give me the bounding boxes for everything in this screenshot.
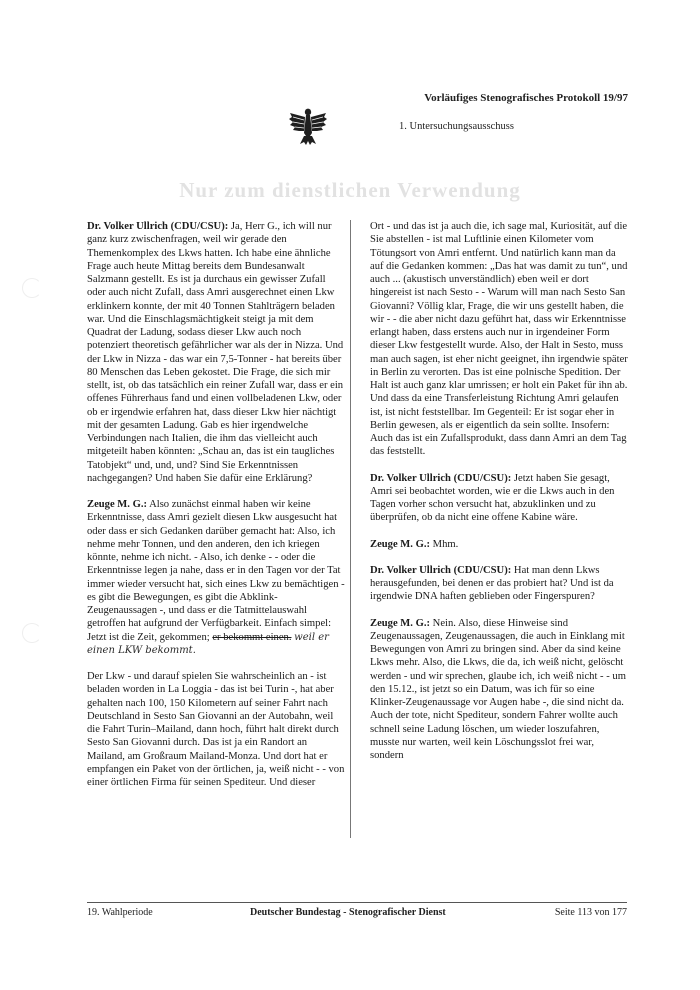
speech-text: Nein. Also, diese Hinweise sind Zeugenaussagen, Zeugenaussagen, die auch in Einklang mit Bewegungen von Amri zu bringen sind. Aber da sind keine Lkws mehr. Also, die Lkws, die da, ich weiß nicht, gelöscht werden - und wir sprechen, glaube ich, ich weiß nicht - - um den 15.12., ist jetzt so ein Datum, was ich für so eine Klinker-Zeugenaussage vor Augen habe -, die sind nicht da. Auch der tote, nicht Spediteur, sondern Fahrer wollte auch schnell seine Ladung löschen, um wieder loszufahren, musste nur warten, weil kein Löschungsslot frei war, sondern [370, 617, 626, 761]
speaker-name: Dr. Volker Ullrich (CDU/CSU): [370, 564, 512, 576]
speech-text: Ja, Herr G., ich will nur ganz kurz zwischenfragen, weil wir gerade den Themenkomplex des Lkws hatten. Ich habe eine ähnliche Frage auch heute Mittag bereits dem Bundesanwalt Salzmann gestellt. Es ist ja durchaus ein gewisser Zufall oder auch nicht Zufall, dass Amri ausgerechnet einen Lkw erklinkern konnte, der mit 40 Tonnen Stahlträgern beladen war. Und die Einschlagsmächtigkeit steigt ja mit dem Quadrat der Ladung, sodass dieser Lkw auch noch potenziert theoretisch gefährlicher war als der in Nizza. Und der Lkw in Nizza - das war ein 7,5-Tonner - hat bereits über 80 Menschen das Leben gekostet. Die Frage, die sich mir stellt, ist, ob das tatsächlich ein reiner Zufall war, dass er ein offenes Führerhaus fand und einen vollbeladenen Lkw, oder ob er irgendwie erfahren hat, dass dieser Lkw hier nächtigt mit der gesamten Ladung. Gab es hier irgendwelche Verbindungen nach Italien, die ihm das vielleicht auch mitgeteilt haben könnten: „Schau an, das ist ein taugliches Tatobjekt“ und, und, und? Sind Sie Erkenntnissen nachgegangen? Und haben Sie dafür eine Erklärung? [87, 221, 344, 484]
speech-text: Ort - und das ist ja auch die, ich sage mal, Kuriosität, auf die Sie abstellen - ist mal Luftlinie einen Kilometer vom Tötungsort von Amri entfernt. Und natürlich kann man da auf die Gedanken kommen: „Das hat was damit zu tun“, und auch ... (akustisch unverständlich) eben weil er dort hingereist ist nach Sesto - - Warum will man nach Sesto San Giovanni? Völlig klar, Frage, die wir uns gestellt haben, die wir - - die aber nicht dazu geführt hat, dass wir Erkenntnisse erlangt haben, dass erstens auch nur in irgendeiner Form dieser Lkw festgestellt wurde. Also, der Halt in Sesto, muss man auch sagen, ist eher nicht geeignet, ihn irgendwie später in Berlin zu verorten. Das ist eine polnische Spedition. Der Halt ist auch ganz klar umrissen; er holt ein Paket für ihn ab. Und dass da eine Transferleistung Richtung Amri gelaufen ist, ist nicht feststellbar. Im Gegenteil: Er ist sogar eher in Berlin gewesen, als er eigentlich da sein sollte. Insofern: Auch das ist ein Zufallsprodukt, dass dann Amri an dem Tag das feststellt. [370, 221, 628, 458]
speech-text: Hat man denn Lkws herausgefunden, bei denen er das probiert hat? Und ist da irgendwie DNA haften geblieben oder Fingerspuren? [370, 564, 614, 603]
footer-rule [87, 902, 627, 903]
binder-hole [22, 278, 42, 298]
paragraph [370, 564, 628, 604]
committee-name: 1. Untersuchungsausschuss [399, 121, 514, 132]
speech-text: Jetzt haben Sie gesagt, Amri sei beobachtet worden, wie er die Lkws auch in den Tagen vorher schon versucht hat, abzuklinken und zu überprüfen, ob da nicht eine offene Kabine wäre. [370, 472, 615, 524]
left-text-column [87, 220, 345, 802]
paragraph [370, 220, 628, 459]
protocol-title: Vorläufiges Stenografisches Protokoll 19/97 [424, 92, 628, 104]
speaker-name: Zeuge M. G.: [370, 617, 431, 629]
speech-text: Der Lkw - und darauf spielen Sie wahrscheinlich an - ist beladen worden in La Loggia - das ist bei Turin -, hat aber gehalten nach 100, 150 Kilometern auf seiner Fahrt nach Deutschland in Sesto San Giovanni an der Autobahn, weil die Fahrt Turin–Mailand, dann hoch, führt halt direkt durch Sesto San Giovanni durch. Das ist ja ein Randort an Mailand, am Großraum Mailand-Monza. Und dort hat er empfangen ein Paket von der örtlichen, ja, weiß nicht - - von einer örtlichen Firma für seinen Spediteur. Und dieser [87, 671, 345, 788]
footer-institution: Deutscher Bundestag - Stenografischer Dienst [250, 907, 446, 918]
column-divider [350, 220, 351, 838]
paragraph [87, 670, 345, 789]
paragraph [87, 498, 345, 657]
speech-text: Mhm. [430, 538, 459, 550]
speaker-name: Dr. Volker Ullrich (CDU/CSU): [87, 221, 229, 232]
handwritten-correction: weil er einen LKW bekommt. [87, 631, 329, 656]
paragraph [370, 617, 628, 763]
speech-text: Also zunächst einmal haben wir keine Erkenntnisse, dass Amri gezielt diesen Lkw ausgesucht hat oder dass er sich Gedanken darüber gemacht hat: Also, ich nehme mehr Tonnen, und den anderen, den ich kriegen könnte, nehme ich nicht. - Also, ich denke - - oder die Erkenntnisse legen ja nahe, dass er in den Tagen vor der Tat immer wieder versucht hat, sich eines Lkw zu bemächtigen - es gibt die Bewegungen, es gibt die Abklink-Zeugenaussagen -, und dass er die Tatmittelauswahl getroffen hat aufgrund der Verfügbarkeit. Einfach simpel: Jetzt ist die Zeit, gekommen; [87, 499, 345, 643]
struck-text: er bekommt einen. [212, 631, 292, 643]
federal-eagle-icon [286, 103, 330, 147]
paragraph [370, 472, 628, 525]
paragraph [370, 538, 628, 551]
speaker-name: Dr. Volker Ullrich (CDU/CSU): [370, 472, 512, 484]
legislative-period: 19. Wahlperiode [87, 907, 153, 918]
paragraph [87, 220, 345, 485]
page-number: Seite 113 von 177 [554, 907, 627, 918]
restricted-use-watermark: Nur zum dienstlichen Verwendung [179, 178, 521, 202]
speaker-name: Zeuge M. G.: [87, 499, 148, 510]
speaker-name: Zeuge M. G.: [370, 538, 431, 550]
binder-hole [22, 623, 42, 643]
right-text-column [370, 220, 628, 775]
